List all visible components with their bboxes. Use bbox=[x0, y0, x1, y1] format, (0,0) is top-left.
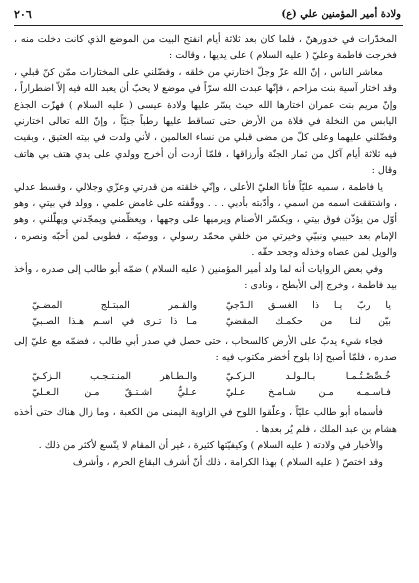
hemistich: عـليٌّ اشـتـقّ مـن الـعـليّ bbox=[32, 387, 198, 399]
verse-line bbox=[14, 298, 397, 314]
paragraph: فجاء شيء يدبّ على الأرض كالسحاب ، حتى حصل في صدر أبي طالب ، فضمّه مع عليّ إلى صدره ، فلمّا أصبح إذا بلوح أخضر مكتوب فيه : bbox=[14, 335, 397, 363]
hemistich: خُـصِّصْـتُـمـا بـالـولـد الـزكـيّ bbox=[225, 371, 391, 383]
paragraph: معاشر الناس ، إنّ الله عزّ وجلّ اختارني من خلقه ، وفضّلني على المختارات ممّن كنّ قبلي ، وقد اختار آسية بنت مزاحم ، فإنّها عبدت الله سرّاً في موضع لا يحبّ أن يعبد الله فيه إلاّ اضطراراً ، وإنّ مريم بنت عمران اختارها الله حيث يسّر عليها ولادة عيسى ( عليه السلام ) فهزّت الجذع اليابس من النخلة في فلاة من الأرض حتى تساقط عليها رطباً جنيّاً ، وإنّ الله تعالى اختارني وفضّلني عليهما وعلى كلّ من مضى قبلي من نساء العالمين ، لأني ولدت في بيته العتيق ، وبقيت فيه ثلاثة أيام آكل من ثمار الجنّة وأرزاقها ، فلمّا أردت أن أخرج وولدي على يدي هتف بي هاتف وقال : bbox=[14, 66, 397, 177]
verse-line bbox=[14, 369, 397, 385]
running-title: ولادة أمير المؤمنين علي (ع) bbox=[281, 8, 401, 20]
paragraph: يا فاطمة ، سميه عليّاً فأنا العليّ الأعلى ، وإنّي خلقته من قدرتي وعزّي وجلالي ، وقسط عدلي ، واشتققت اسمه من اسمي ، وأدّبته بأدبي . . . ووقّفته على غامض علمي ، وولد في بيتي ، وهو أوّل من يؤذّن فوق بيتي ، ويكسّر الأصنام ويرميها على وجهها ، ويعظّمني ويمجّدني ويهلّلني ، وهو الإمام بعد حبيبي ونبيّي وخيرتي من خلقي محمّد رسولي ، ووصيّه ، فطوبى لمن أحبّه ونصره ، والويل لمن عصاه وخذله وجحد حقّه . bbox=[14, 181, 397, 259]
page-number: ٢٠٦ bbox=[14, 7, 32, 21]
paragraph: وقد اختصّ ( عليه السلام ) بهذا الكرامة ، ذلك أنّ أشرف البقاع الحرم ، وأشرف bbox=[72, 456, 383, 468]
poem bbox=[14, 369, 397, 401]
poem bbox=[14, 298, 397, 330]
paragraph: والأخبار في ولادته ( عليه السلام ) وكيفيّتها كثيرة ، غير أن المقام لا يتّسع لأكثر من ذلك . bbox=[38, 440, 383, 452]
verse-line bbox=[14, 314, 397, 330]
paragraph: فأسماه أبو طالب عليّاً ، وعلّقوا اللوح في الزاوية اليمنى من الكعبة ، وما زال هناك حتى أخذه هشام بن عبد الملك ، فلم يُر بعدها . bbox=[14, 407, 397, 435]
paragraph: المخدّرات في خدورهنّ ، فلما كان بعد ثلاثة أيام انفتح البيت من الموضع الذي كانت دخلت منه ، فخرجت فاطمة وعليّ ( عليه السلام ) على يديها ، وقالت : bbox=[14, 34, 397, 62]
verse-line bbox=[14, 385, 397, 401]
hemistich: والقـمر المبتـلج المضـيّ bbox=[32, 299, 198, 311]
hemistich: يا ربّ يـا ذا الغسـق الـدّجيّ bbox=[225, 299, 391, 311]
hemistich: بيّن لنـا من حكمـك المقضيّ bbox=[225, 315, 391, 327]
page-body bbox=[14, 32, 397, 471]
paragraph: وفي بعض الروايات أنه لما ولد أمير المؤمنين ( عليه السلام ) ضمّه أبو طالب إلى صدره ، وأخذ بيد فاطمة ، وخرج إلى الأبطح ، ونادى : bbox=[14, 263, 397, 292]
hemistich: والـطـاهر المنـتـجـب الـزكـيّ bbox=[32, 371, 198, 383]
hemistich: فـاسـمـه مـن شـامـخ عـليّ bbox=[225, 387, 391, 399]
page-header bbox=[14, 4, 401, 24]
header-rule bbox=[14, 25, 403, 26]
hemistich: مـا ذا تـرى في اسـم هـذا الصـبيّ bbox=[32, 315, 198, 327]
